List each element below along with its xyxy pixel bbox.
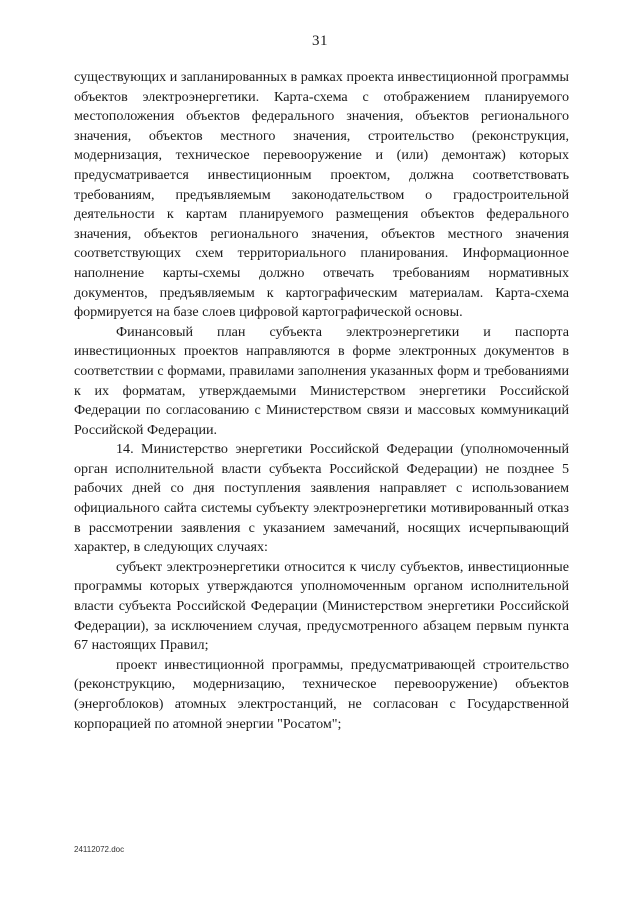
document-body	[74, 68, 569, 734]
page-number: 31	[312, 33, 328, 49]
paragraph-financial-plan: Финансовый план субъекта электроэнергетики и паспорта инвестиционных проектов направляются в форме электронных документов в соответствии с формами, правилами заполнения указанных форм и требованиями к их форматам, утверждаемыми Министерством энергетики Российской Федерации по согласованию с Министерством связи и массовых коммуникаций Российской Федерации.	[74, 323, 569, 438]
paragraph-case-rosatom: проект инвестиционной программы, предусматривающей строительство (реконструкцию, модернизацию, техническое перевооружение) объектов (энергоблоков) атомных электростанций, не согласован с Государственной корпорацией по атомной энергии "Росатом";	[74, 656, 569, 732]
paragraph-continuation: существующих и запланированных в рамках проекта инвестиционной программы объектов электроэнергетики. Карта-схема с отображением планируемого местоположения объектов федерального значения, объектов регионального значения, объектов местного значения, строительство (реконструкция, модернизация, техническое перевооружение и (или) демонтаж) которых предусматривается инвестиционным проектом, должна соответствовать требованиям, предъявляемым законодательством о градостроительной деятельности к картам планируемого размещения объектов федерального значения, объектов регионального значения, объектов местного значения соответствующих схем территориального планирования. Информационное наполнение карты-схемы должно отвечать требованиям нормативных документов, предъявляемым к картографическим материалам. Карта-схема формируется на базе слоев цифровой картографической основы.	[74, 69, 569, 321]
paragraph-item-14: 14. Министерство энергетики Российской Федерации (уполномоченный орган исполнительной власти субъекта Российской Федерации) не позднее 5 рабочих дней со дня поступления заявления направляет с использованием официального сайта системы субъекту электроэнергетики мотивированный отказ в рассмотрении заявления с указанием замечаний, носящих исчерпывающий характер, в следующих случаях:	[74, 441, 569, 556]
document-file-code: 24112072.doc	[74, 845, 125, 854]
paragraph-case-subject: субъект электроэнергетики относится к числу субъектов, инвестиционные программы которых утверждаются уполномоченным органом исполнительной власти субъекта Российской Федерации (Министерством энергетики Российской Федерации), за исключением случая, предусмотренного абзацем первым пункта 67 настоящих Правил;	[74, 558, 569, 654]
